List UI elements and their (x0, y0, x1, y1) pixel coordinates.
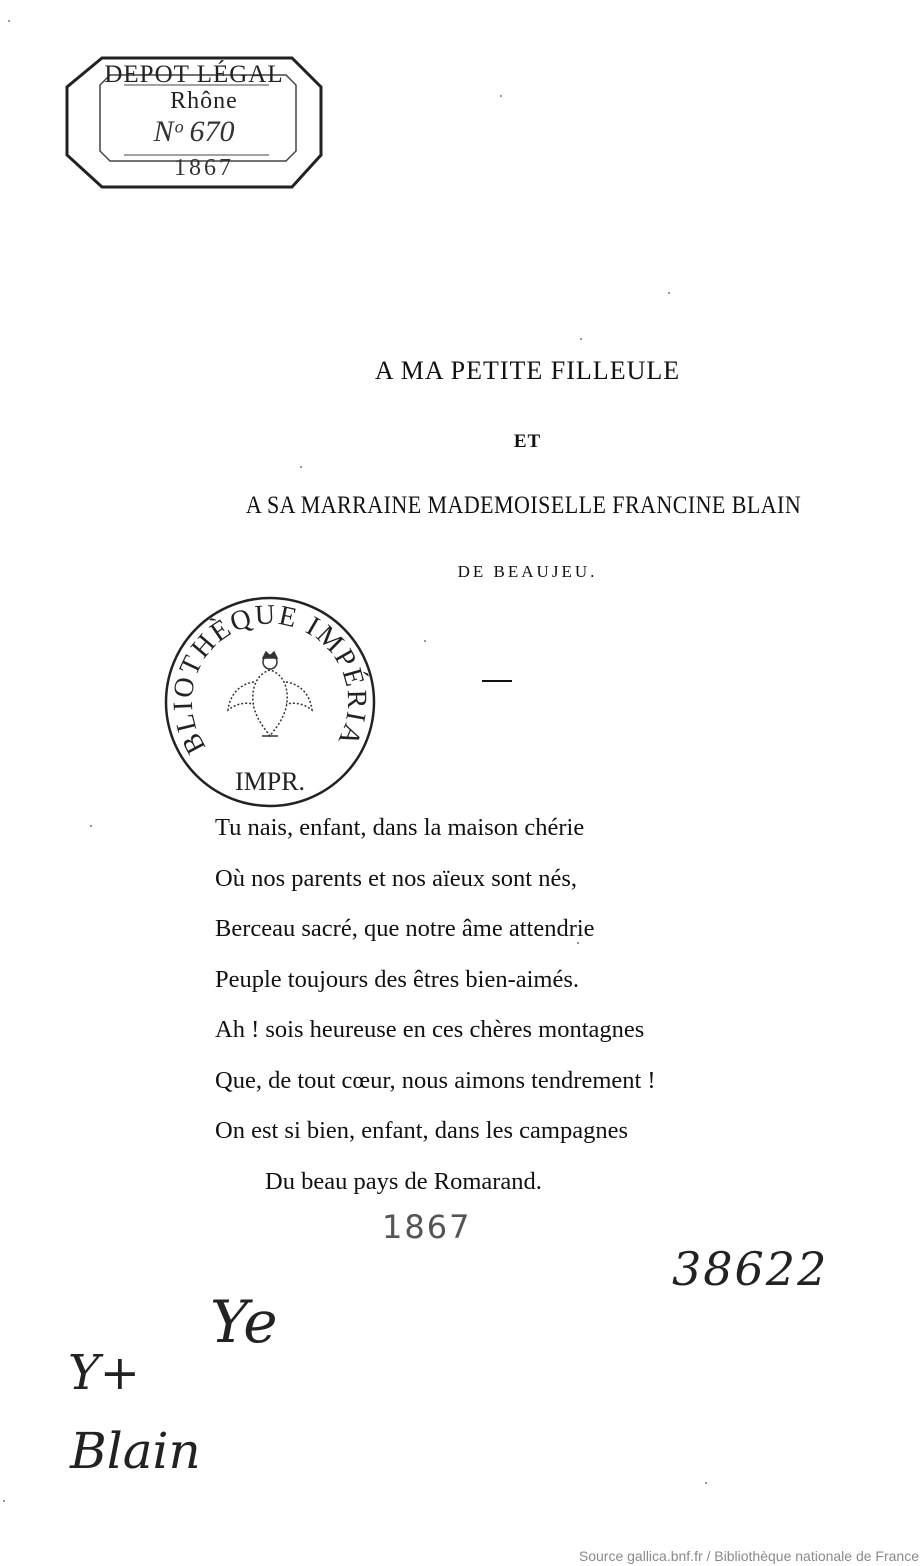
dedication-line-1: A MA PETITE FILLEULE (374, 356, 681, 385)
scan-speck (424, 640, 426, 642)
handwritten-author: Blain (70, 1422, 201, 1480)
handwritten-shelf-mark: Ye (210, 1288, 278, 1356)
dedication-line-2: ET (513, 431, 542, 452)
source-credit[interactable]: Source gallica.bnf.fr / Bibliothèque nationale de France (578, 1548, 919, 1564)
dedication-line-4: DE BEAUJEU. (457, 562, 598, 581)
poem-line-1: Tu nais, enfant, dans la maison chérie (215, 814, 585, 841)
eagle-emblem-icon (228, 652, 312, 736)
stamp-year: 1867 (174, 155, 234, 181)
handwritten-shelf-mark-small: Y+ (68, 1345, 140, 1401)
poem-line-3: Berceau sacré, que notre âme attendrie (215, 915, 595, 942)
library-seal (150, 590, 390, 810)
poem-line-4: Peuple toujours des êtres bien-aimés. (215, 965, 580, 993)
dedication-line-3: A SA MARRAINE MADEMOISELLE FRANCINE BLAIN (245, 492, 802, 519)
scan-speck (8, 20, 10, 22)
poem-line-6: Que, de tout cœur, nous aimons tendrement ! (215, 1066, 656, 1094)
scan-speck (3, 1500, 5, 1502)
poem (215, 803, 656, 1207)
scan-speck (500, 95, 502, 97)
poem-line-7: On est si bien, enfant, dans les campagnes (215, 1117, 628, 1144)
section-divider (482, 680, 512, 682)
scan-speck (577, 942, 579, 944)
stamp-number: Nᵒ 670 (153, 115, 235, 148)
poem-line-5: Ah ! sois heureuse en ces chères montagnes (215, 1016, 645, 1043)
stamp-region: Rhône (170, 88, 238, 114)
handwritten-year: 1867 (382, 1208, 472, 1246)
stamp-title: DEPOT LÉGAL (104, 61, 284, 88)
poem-line-2: Où nos parents et nos aïeux sont nés, (215, 864, 577, 892)
seal-arc-text: BLIOTHÈQUE IMPÉRIA (167, 599, 373, 759)
scan-speck (668, 292, 670, 294)
poem-line-8: Du beau pays de Romarand. (265, 1167, 542, 1195)
scan-speck (300, 466, 302, 468)
scan-speck (580, 338, 582, 340)
scan-speck (705, 1482, 707, 1484)
scan-speck (90, 825, 92, 827)
seal-bottom-text: IMPR. (234, 767, 306, 796)
handwritten-call-number: 38622 (672, 1242, 829, 1296)
depot-legal-stamp (64, 55, 324, 190)
